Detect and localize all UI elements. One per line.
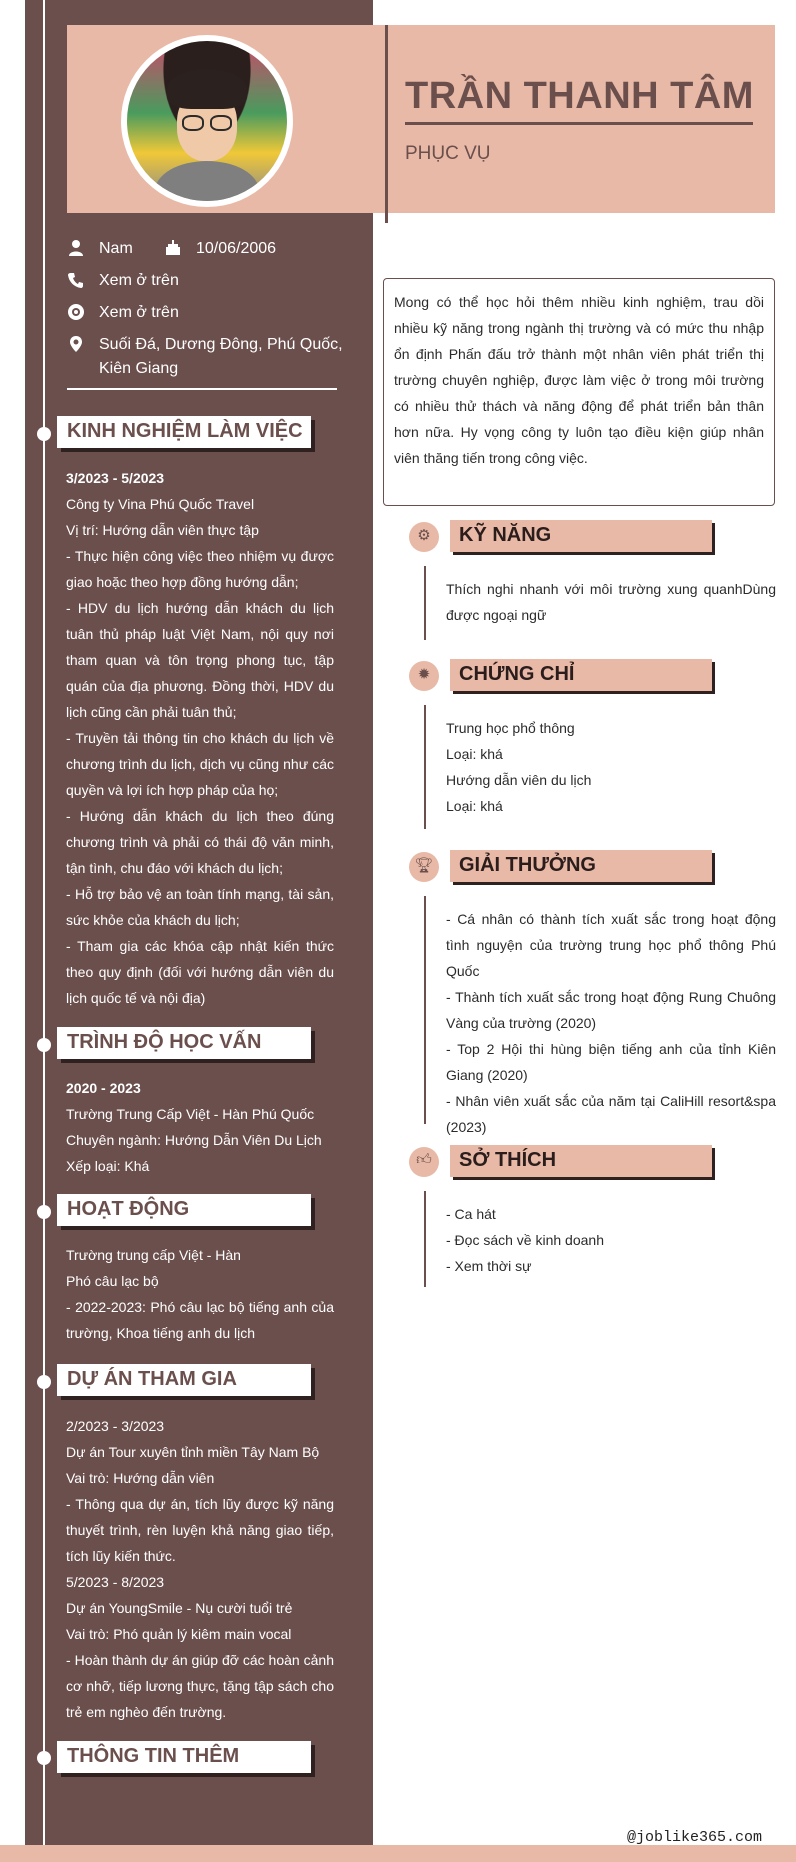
activities-detail: - 2022-2023: Phó câu lạc bộ tiếng anh của trường, Khoa tiếng anh du lịch bbox=[66, 1299, 334, 1341]
award-line: - Top 2 Hội thi hùng biện tiếng anh của tỉnh Kiên Giang (2020) bbox=[446, 1041, 776, 1083]
hobby-line: - Ca hát bbox=[446, 1206, 496, 1222]
extra-info-heading: THÔNG TIN THÊM bbox=[57, 1741, 311, 1773]
trophy-icon: 🏆︎ bbox=[409, 852, 439, 882]
activities-content bbox=[66, 1242, 334, 1346]
job-title: PHỤC VỤ bbox=[405, 143, 491, 164]
projects-content bbox=[66, 1413, 334, 1725]
project-period: 2/2023 - 3/2023 bbox=[66, 1418, 165, 1434]
phone-icon bbox=[67, 271, 85, 289]
certificate-line: Trung học phổ thông bbox=[446, 720, 575, 736]
activities-role: Phó câu lạc bộ bbox=[66, 1273, 159, 1289]
experience-line: - Hỗ trợ bảo vệ an toàn tính mạng, tài sản, sức khỏe của khách du lịch; bbox=[66, 886, 334, 928]
certificates-content bbox=[446, 715, 776, 819]
hobbies-content bbox=[446, 1201, 776, 1279]
hobby-line: - Đọc sách về kinh doanh bbox=[446, 1232, 604, 1248]
watermark: @joblike365.com bbox=[627, 1829, 763, 1846]
education-content bbox=[66, 1075, 334, 1179]
skills-text: Thích nghi nhanh với môi trường xung quanhDùng được ngoại ngữ bbox=[446, 581, 776, 623]
user-icon bbox=[67, 239, 85, 257]
timeline-dot bbox=[37, 1205, 51, 1219]
name-underline bbox=[405, 122, 753, 125]
experience-line: - HDV du lịch hướng dẫn khách du lịch tuân thủ pháp luật Việt Nam, nội quy nơi tham quan và tôn trọng phong tục, tập quán của địa phương. Đồng thời, HDV du lịch cũng cần phải tuân thủ; bbox=[66, 600, 334, 720]
certificate-line: Hướng dẫn viên du lịch bbox=[446, 772, 592, 788]
certificates-heading: CHỨNG CHỈ bbox=[450, 659, 712, 691]
experience-company: Công ty Vina Phú Quốc Travel bbox=[66, 496, 255, 512]
education-period: 2020 - 2023 bbox=[66, 1080, 141, 1096]
experience-line: - Truyền tải thông tin cho khách du lịch về chương trình du lịch, dịch vụ cũng như các quyền và lợi ích hợp pháp của họ; bbox=[66, 730, 334, 798]
header-divider bbox=[385, 25, 388, 223]
award-line: - Thành tích xuất sắc trong hoạt động Rung Chuông Vàng của trường (2020) bbox=[446, 989, 776, 1031]
skills-heading: KỸ NĂNG bbox=[450, 520, 712, 552]
timeline-dot bbox=[37, 1375, 51, 1389]
email-icon bbox=[67, 303, 85, 321]
award-line: - Nhân viên xuất sắc của năm tại CaliHill resort&spa (2023) bbox=[446, 1093, 776, 1135]
timeline-dot bbox=[37, 1751, 51, 1765]
thumbs-up-icon: 👍︎ bbox=[409, 1147, 439, 1177]
experience-line: - Tham gia các khóa cập nhật kiến thức theo quy định (đối với hướng dẫn viên du lịch quốc tế và nội địa) bbox=[66, 938, 334, 1006]
project-period: 5/2023 - 8/2023 bbox=[66, 1574, 165, 1590]
project-role: Vai trò: Phó quản lý kiêm main vocal bbox=[66, 1626, 292, 1642]
certificate-line: Loại: khá bbox=[446, 746, 503, 762]
projects-heading: DỰ ÁN THAM GIA bbox=[57, 1364, 311, 1396]
activities-heading: HOẠT ĐỘNG bbox=[57, 1194, 311, 1226]
avatar bbox=[127, 41, 287, 201]
gears-icon: ⚙ bbox=[409, 522, 439, 552]
experience-position: Vị trí: Hướng dẫn viên thực tập bbox=[66, 522, 259, 538]
hobbies-rule bbox=[424, 1191, 426, 1287]
project-detail: - Hoàn thành dự án giúp đỡ các hoàn cảnh cơ nhỡ, tiếp lương thực, tặng tập sách cho trẻ em nghèo đến trường. bbox=[66, 1652, 334, 1720]
badge-icon: ✹ bbox=[409, 661, 439, 691]
award-line: - Cá nhân có thành tích xuất sắc trong hoạt động tình nguyện của trường trung học phổ thông Phú Quốc bbox=[446, 911, 776, 979]
experience-line: - Thực hiện công việc theo nhiệm vụ được giao hoặc theo hợp đồng hướng dẫn; bbox=[66, 548, 334, 590]
timeline-dot bbox=[37, 427, 51, 441]
experience-content bbox=[66, 465, 334, 1011]
certificates-rule bbox=[424, 705, 426, 829]
experience-line: - Hướng dẫn khách du lịch theo đúng chương trình và phải có thái độ văn minh, tận tình, chu đáo với khách du lịch; bbox=[66, 808, 334, 876]
education-rank: Xếp loại: Khá bbox=[66, 1158, 150, 1174]
awards-content bbox=[446, 906, 776, 1140]
career-objective: Mong có thể học hỏi thêm nhiều kinh nghiệm, trau dồi nhiều kỹ năng trong ngành thị trường và có mức thu nhập ổn định Phấn đấu trở thành một nhân viên phát triển thị trường chuyên nghiệp, được làm việc ở trong môi trường có nhiều thử thách và năng động để phát triển bản thân hơn nữa. Hy vọng công ty luôn tạo điều kiện giúp nhân viên thăng tiến trong công việc. bbox=[383, 278, 775, 506]
birthday-value: 10/06/2006 bbox=[196, 240, 277, 257]
contact-divider bbox=[67, 388, 337, 390]
project-name: Dự án YoungSmile - Nụ cười tuổi trẻ bbox=[66, 1600, 293, 1616]
education-school: Trường Trung Cấp Việt - Hàn Phú Quốc bbox=[66, 1106, 315, 1122]
address-value: Suối Đá, Dương Đông, Phú Quốc, Kiên Giang bbox=[99, 336, 343, 377]
education-major: Chuyên ngành: Hướng Dẫn Viên Du Lịch bbox=[66, 1132, 322, 1148]
education-heading: TRÌNH ĐỘ HỌC VẤN bbox=[57, 1027, 311, 1059]
project-name: Dự án Tour xuyên tỉnh miền Tây Nam Bộ bbox=[66, 1444, 320, 1460]
timeline-dot bbox=[37, 1038, 51, 1052]
experience-period: 3/2023 - 5/2023 bbox=[66, 470, 165, 486]
bottom-bar bbox=[0, 1845, 796, 1862]
map-pin-icon bbox=[67, 335, 85, 353]
awards-rule bbox=[424, 896, 426, 1124]
gender-value: Nam bbox=[99, 240, 133, 257]
skills-rule bbox=[424, 566, 426, 640]
certificate-line: Loại: khá bbox=[446, 798, 503, 814]
project-detail: - Thông qua dự án, tích lũy được kỹ năng thuyết trình, rèn luyện khả năng giao tiếp, tích lũy kiến thức. bbox=[66, 1496, 334, 1564]
phone-value: Xem ở trên bbox=[99, 272, 179, 289]
left-timeline-line bbox=[43, 0, 45, 1862]
project-role: Vai trò: Hướng dẫn viên bbox=[66, 1470, 215, 1486]
experience-heading: KINH NGHIỆM LÀM VIỆC bbox=[57, 416, 311, 448]
hobbies-heading: SỞ THÍCH bbox=[450, 1145, 712, 1177]
hobby-line: - Xem thời sự bbox=[446, 1258, 532, 1274]
email-value: Xem ở trên bbox=[99, 304, 179, 321]
candidate-name: TRẦN THANH TÂM bbox=[405, 75, 754, 117]
cake-icon bbox=[164, 238, 182, 256]
awards-heading: GIẢI THƯỞNG bbox=[450, 850, 712, 882]
activities-org: Trường trung cấp Việt - Hàn bbox=[66, 1247, 241, 1263]
